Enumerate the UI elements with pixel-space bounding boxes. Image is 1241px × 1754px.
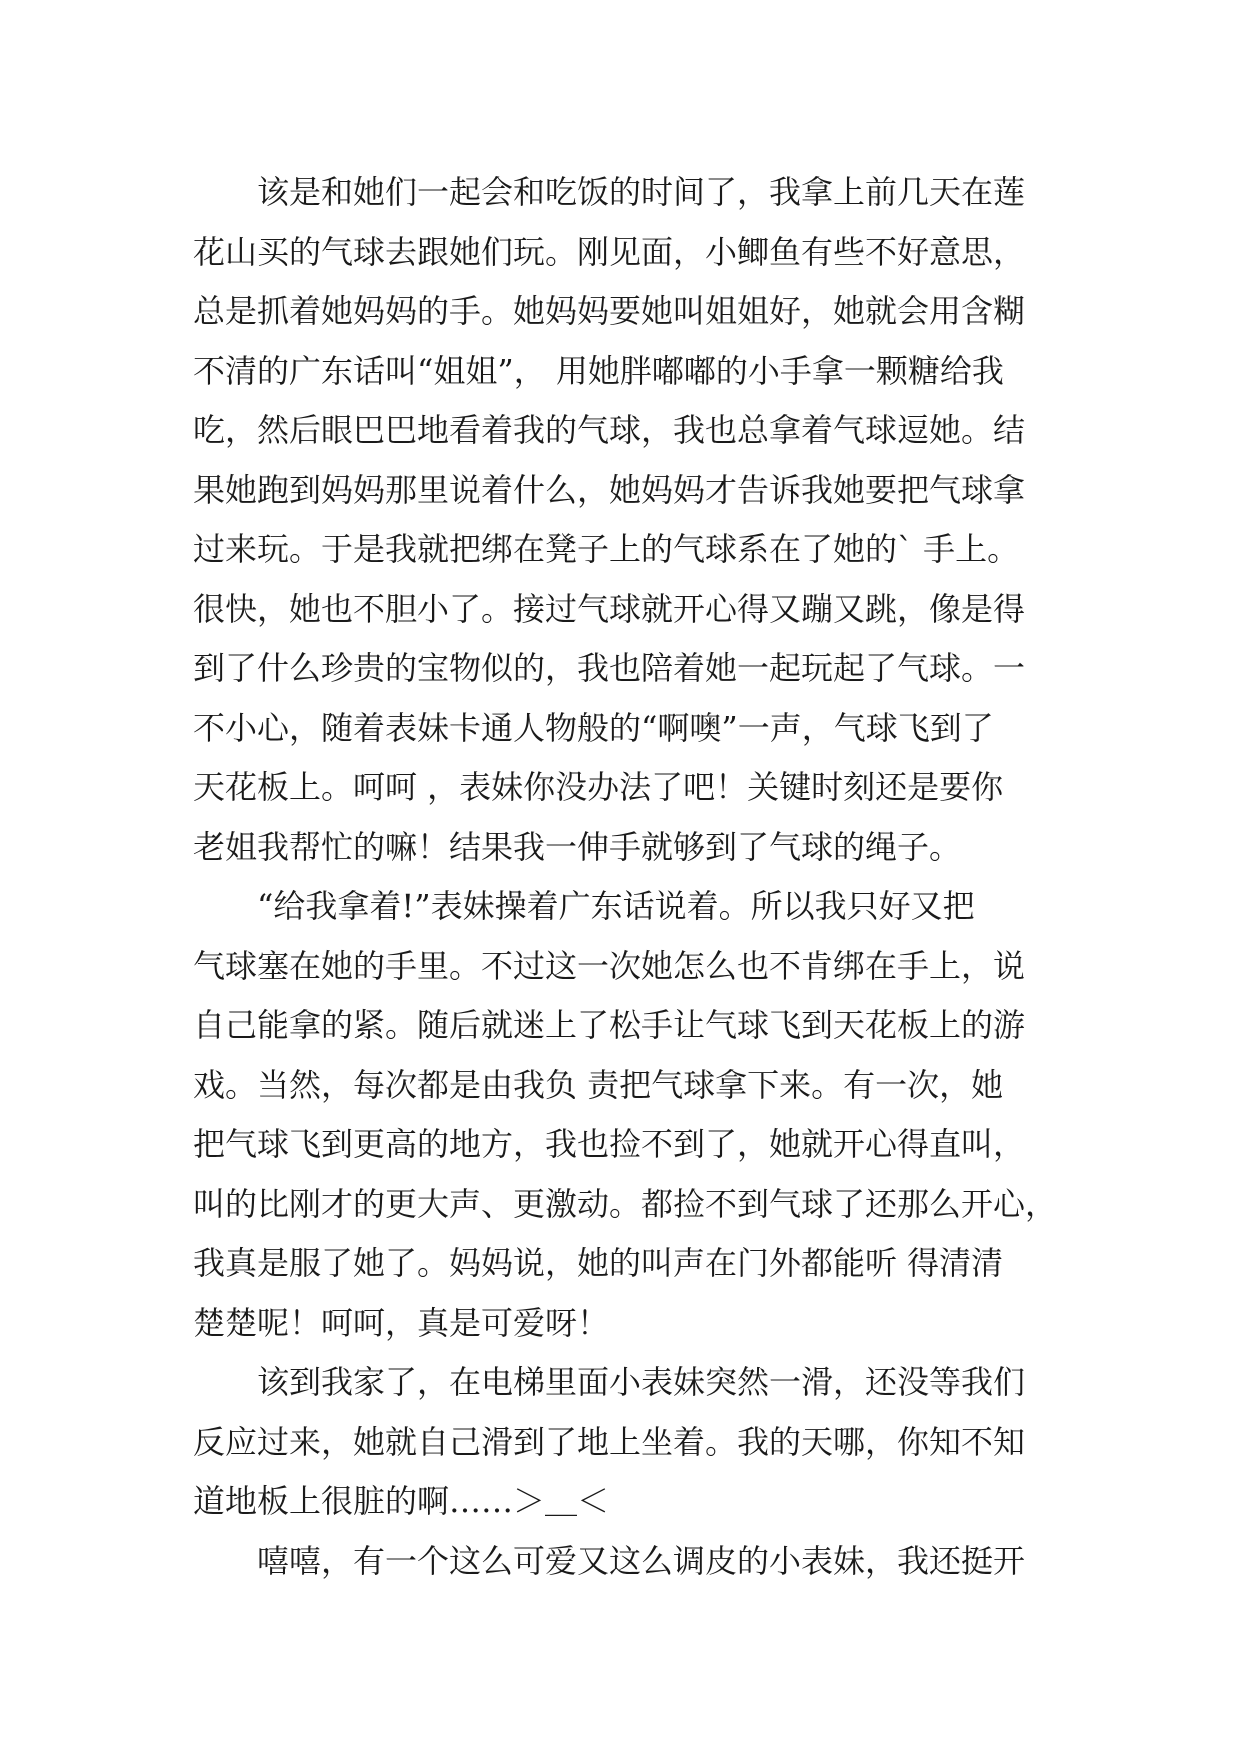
text-line: 道地板上很脏的啊……＞＿＜ bbox=[193, 1482, 610, 1520]
text-line: 该是和她们一起会和吃饭的时间了，我拿上前几天在莲 bbox=[257, 173, 1026, 211]
text-line: 嘻嘻，有一个这么可爱又这么调皮的小表妹，我还挺开 bbox=[257, 1541, 1026, 1580]
paragraph-3 bbox=[193, 1353, 1063, 1532]
text-line: 戏。当然，每次都是由我负 责把气球拿下来。有一次，她 bbox=[193, 1065, 1004, 1104]
text-line: 吃，然后眼巴巴地看着我的气球，我也总拿着气球逗她。结 bbox=[193, 411, 1026, 449]
text-line: 该到我家了，在电梯里面小表妹突然一滑，还没等我们 bbox=[257, 1363, 1026, 1401]
text-line: 叫的比刚才的更大声、更激动。都捡不到气球了还那么开心， bbox=[193, 1184, 1058, 1223]
text-line: 不小心，随着表妹卡通人物般的“啊噢”一声，气球飞到了 bbox=[193, 708, 994, 747]
paragraph-2 bbox=[193, 877, 1063, 1353]
paragraph-1 bbox=[193, 163, 1063, 877]
text-line: 反应过来，她就自己滑到了地上坐着。我的天哪，你知不知 bbox=[193, 1422, 1026, 1461]
text-line: 很快，她也不胆小了。接过气球就开心得又蹦又跳，像是得 bbox=[193, 589, 1026, 628]
text-line: 气球塞在她的手里。不过这一次她怎么也不肯绑在手上，说 bbox=[193, 946, 1026, 985]
text-line: “给我拿着!”表妹操着广东话说着。所以我只好又把 bbox=[257, 887, 975, 925]
text-line: 自己能拿的紧。随后就迷上了松手让气球飞到天花板上的游 bbox=[193, 1006, 1026, 1044]
text-line: 花山买的气球去跟她们玩。刚见面，小鲫鱼有些不好意思， bbox=[193, 232, 1026, 271]
text-line: 过来玩。于是我就把绑在凳子上的气球系在了她的` 手上。 bbox=[193, 530, 1020, 568]
text-line: 到了什么珍贵的宝物似的，我也陪着她一起玩起了气球。一 bbox=[193, 649, 1026, 687]
paragraph-4 bbox=[193, 1532, 1063, 1592]
text-line: 我真是服了她了。妈妈说，她的叫声在门外都能听 得清清 bbox=[193, 1244, 1004, 1282]
text-line: 不清的广东话叫“姐姐”， 用她胖嘟嘟的小手拿一颗糖给我 bbox=[193, 351, 1004, 390]
text-line: 天花板上。呵呵 ，表妹你没办法了吧！关键时刻还是要你 bbox=[193, 768, 1004, 806]
document-body bbox=[193, 163, 1063, 1591]
text-line: 楚楚呢！呵呵，真是可爱呀！ bbox=[193, 1303, 610, 1342]
text-line: 果她跑到妈妈那里说着什么，她妈妈才告诉我她要把气球拿 bbox=[193, 470, 1026, 509]
text-line: 老姐我帮忙的嘛！结果我一伸手就够到了气球的绳子。 bbox=[193, 827, 962, 866]
text-line: 总是抓着她妈妈的手。她妈妈要她叫姐姐好，她就会用含糊 bbox=[193, 292, 1026, 330]
text-line: 把气球飞到更高的地方，我也捡不到了，她就开心得直叫， bbox=[193, 1125, 1026, 1163]
